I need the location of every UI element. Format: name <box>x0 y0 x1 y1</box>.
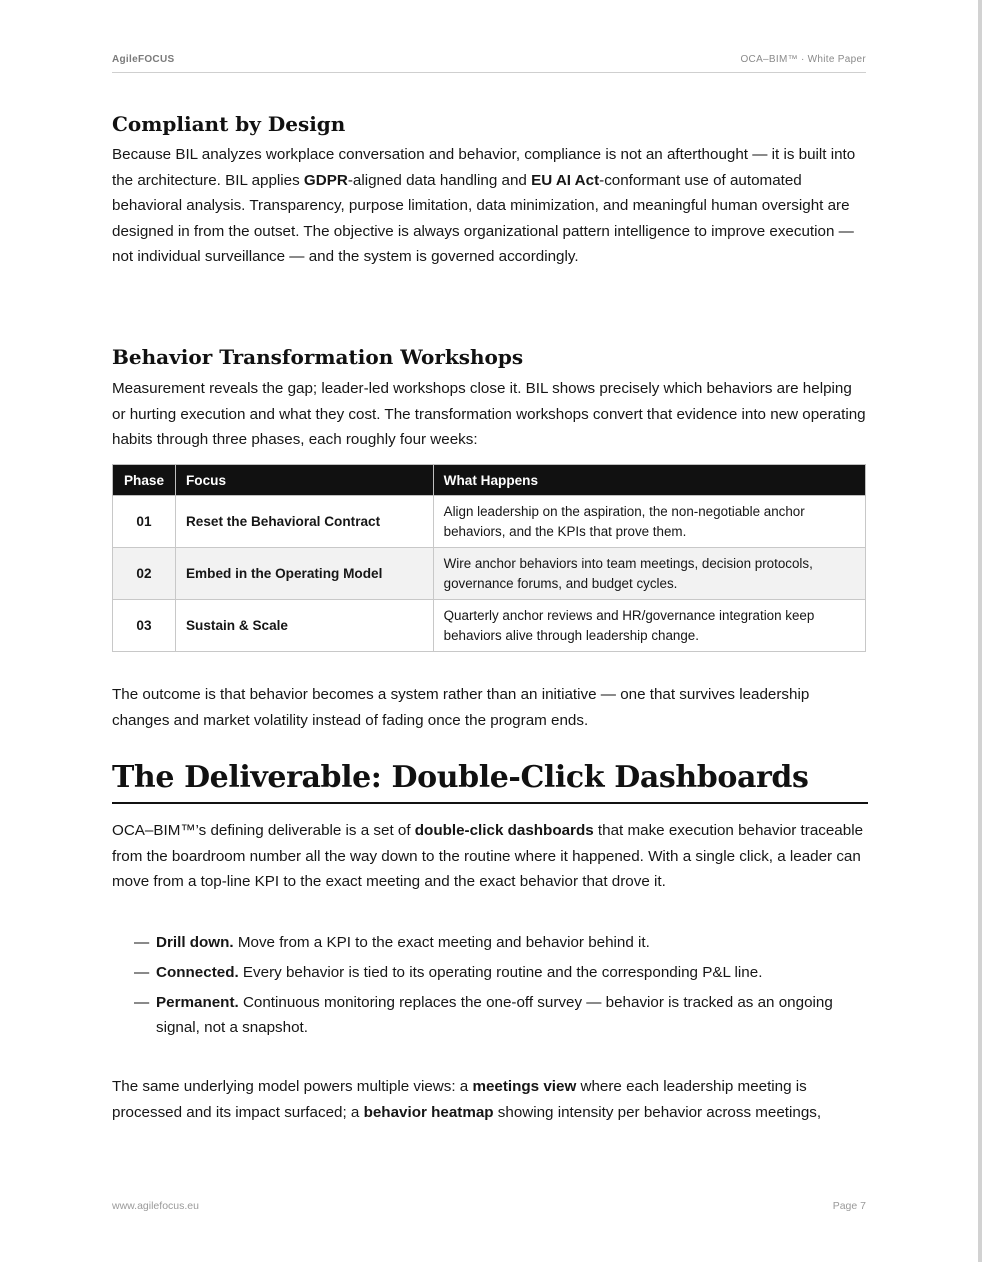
views-paragraph <box>112 1074 868 1125</box>
cell-what: Wire anchor behaviors into team meetings, decision protocols, governance forums, and budget cycles. <box>433 548 865 600</box>
list-item <box>112 960 868 985</box>
text-run: The same underlying model powers multiple views: a <box>112 1078 473 1095</box>
bold-meetings-view: meetings view <box>472 1078 577 1095</box>
th-phase: Phase <box>113 465 176 496</box>
workshops-outcome: The outcome is that behavior becomes a system rather than an initiative — one that survives leadership changes and market volatility instead of fading once the program ends. <box>112 686 810 729</box>
bold-gdpr: GDPR <box>303 171 348 189</box>
cell-phase: 03 <box>113 600 176 652</box>
header-doc-title: OCA–BIM™ · White Paper <box>740 54 866 65</box>
text-run: OCA–BIM™’s defining deliverable is a set of <box>112 822 415 839</box>
dash-marker: — <box>134 964 150 981</box>
bullet-lead: Permanent. <box>156 994 239 1011</box>
list-item <box>112 990 868 1040</box>
table-header-row <box>113 465 866 496</box>
text-run: showing intensity per behavior across meetings, <box>493 1103 822 1121</box>
cell-what: Align leadership on the aspiration, the non-negotiable anchor behaviors, and the KPIs that prove them. <box>433 496 865 548</box>
bold-eu-ai-act: EU AI Act <box>531 171 600 189</box>
bold-double-click-dashboards: double-click dashboards <box>414 822 594 839</box>
bullet-text: Move from a KPI to the exact meeting and behavior behind it. <box>233 934 650 951</box>
dash-marker: — <box>134 934 150 951</box>
text-run: -conformant use of automated behavioral analysis. Transparency, purpose limitation, data minimization, and meaningful human oversight are designed in from the outset. The objective is always organizational pattern intelligence to improve execution — not individual surveillance — and the system is governed accordingly. <box>112 171 854 265</box>
text-run: that make execution behavior traceable from the boardroom number all the way down to the routine where it happened. With a single click, a leader can move from a top-line KPI to the exact meeting and the exact behavior that drove it. <box>112 822 864 890</box>
cell-focus: Reset the Behavioral Contract <box>175 496 433 548</box>
scrollbar-thumb[interactable] <box>978 0 982 1262</box>
text-run: -aligned data handling and <box>347 171 532 189</box>
cell-focus: Sustain & Scale <box>175 600 433 652</box>
bullet-lead: Connected. <box>156 964 239 981</box>
text-run: where each leadership meeting is processed and its impact surfaced; a <box>112 1078 807 1121</box>
list-item <box>112 930 868 955</box>
scrollbar[interactable] <box>978 0 982 1262</box>
th-what-happens: What Happens <box>433 465 865 496</box>
cell-what: Quarterly anchor reviews and HR/governance integration keep behaviors alive through leadership change. <box>433 600 865 652</box>
heading-rule <box>112 802 868 804</box>
footer-page-number: Page 7 <box>832 1200 866 1212</box>
bold-behavior-heatmap: behavior heatmap <box>363 1103 494 1121</box>
chapter-heading-deliverable: The Deliverable: Double-Click Dashboards <box>112 760 809 795</box>
deliverable-bullet-list <box>112 930 868 1045</box>
section-heading-workshops: Behavior Transformation Workshops <box>112 345 524 369</box>
dash-marker: — <box>134 994 150 1011</box>
phases-table <box>112 464 866 652</box>
cell-phase: 01 <box>113 496 176 548</box>
workshops-intro: Measurement reveals the gap; leader-led workshops close it. BIL shows precisely which behaviors are helping or hurting execution and what they cost. The transformation workshops convert that evidence into new operating habits through three phases, each roughly four weeks: <box>112 380 866 448</box>
table-row <box>113 496 866 548</box>
deliverable-paragraph <box>112 818 868 895</box>
section-heading-compliant: Compliant by Design <box>112 112 346 136</box>
bullet-lead: Drill down. <box>156 934 234 951</box>
table-row <box>113 600 866 652</box>
text-run: Because BIL analyzes workplace conversation and behavior, compliance is not an afterthought — it is built into the architecture. BIL applies <box>112 146 856 189</box>
footer-url: www.agilefocus.eu <box>112 1200 199 1212</box>
compliant-paragraph <box>112 142 868 270</box>
table-row <box>113 548 866 600</box>
cell-focus: Embed in the Operating Model <box>175 548 433 600</box>
th-focus: Focus <box>175 465 433 496</box>
running-header <box>112 54 866 73</box>
cell-phase: 02 <box>113 548 176 600</box>
bullet-text: Every behavior is tied to its operating routine and the corresponding P&L line. <box>238 964 763 981</box>
header-brand: AgileFOCUS <box>112 54 175 65</box>
bullet-text: Continuous monitoring replaces the one-off survey — behavior is tracked as an ongoing signal, not a snapshot. <box>156 994 833 1036</box>
